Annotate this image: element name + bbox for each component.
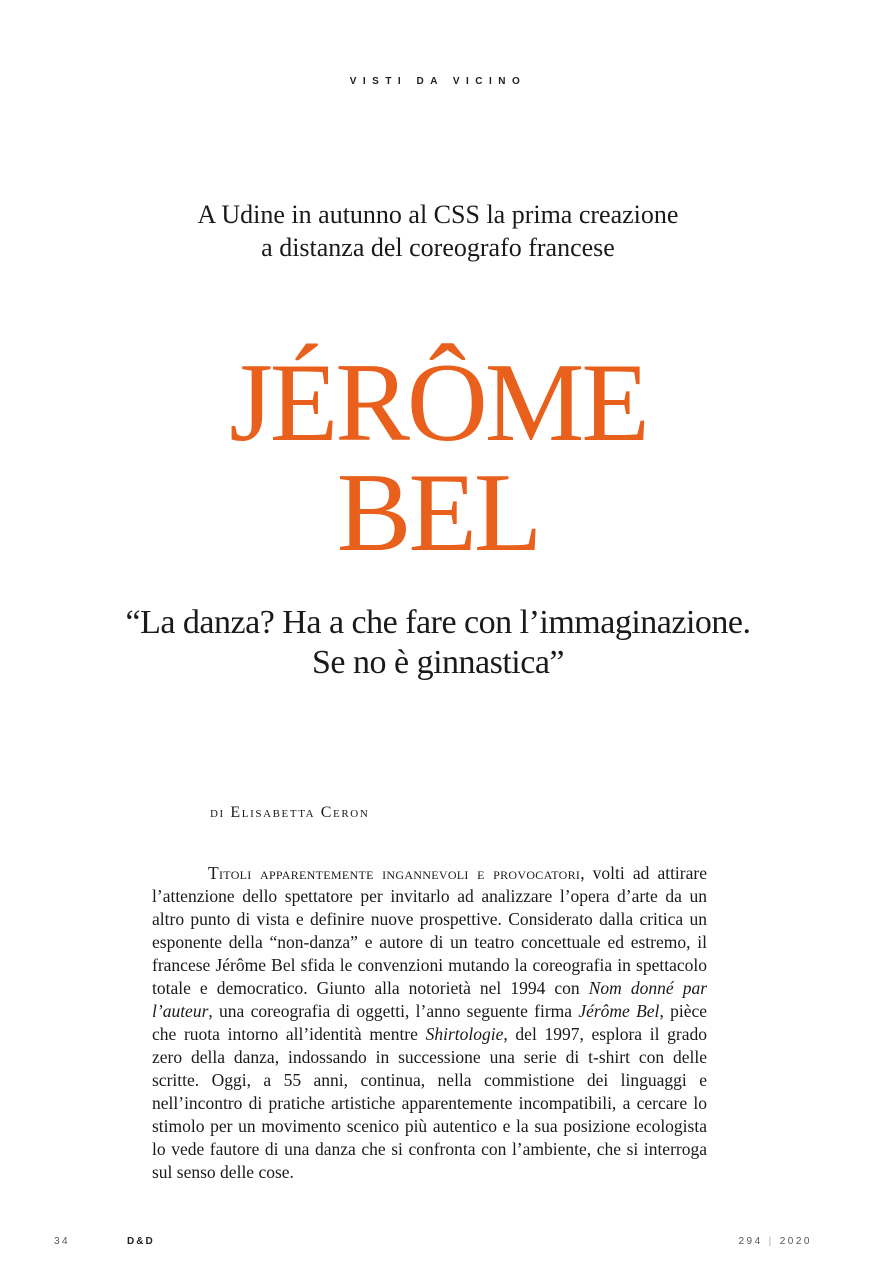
- body-italic-title-3: Shirtologie: [425, 1024, 504, 1044]
- issue-number: 294: [738, 1236, 763, 1247]
- subtitle-line-1: A Udine in autunno al CSS la prima creazione: [197, 200, 679, 229]
- body-segment-2: , una coreografia di oggetti, l’anno seguente firma: [208, 1001, 579, 1021]
- quote-line-1: “La danza? Ha a che fare con l’immaginazione.: [125, 604, 751, 641]
- body-segment-4: , del 1997, esplora il grado zero della danza, indossando in successione una serie di t-shirt con delle scritte. Oggi, a 55 anni, continua, nella commistione dei linguaggi e nell’incontro di pratiche artistiche apparentemente incompatibili, a cercare lo stimolo per un movimento scenico più autentico e la sua posizione ecologista lo vede fautore di una danza che si confronta con l’ambiente, che si interroga sul senso delle cose.: [152, 1024, 708, 1182]
- author-byline: di Elisabetta Ceron: [210, 804, 370, 821]
- body-segment-3: , pièce che ruota intorno all’identità mentre: [152, 1001, 708, 1044]
- body-lead-in: Titoli apparentemente ingannevoli e provocatori: [208, 863, 581, 883]
- subtitle-line-2: a distanza del coreografo francese: [261, 233, 615, 262]
- issue-info: [738, 1236, 812, 1247]
- headline: [0, 341, 876, 575]
- article-body: [152, 862, 707, 1184]
- headline-line-1: JÉRÔME: [229, 341, 647, 465]
- subtitle: [0, 198, 876, 264]
- body-segment-1: , volti ad attirare l’attenzione dello spettatore per invitarlo ad analizzare l’opera d’arte da un altro punto di vista e definire nuove prospettive. Considerato dalla critica un esponente della “non-danza” e autore di un teatro concettuale ed estremo, il francese Jérôme Bel sfida le convenzioni mutando la coreografia in spettacolo totale e democratico. Giunto alla notorietà nel 1994 con: [152, 863, 707, 998]
- issue-separator: |: [768, 1236, 774, 1247]
- section-label: VISTI DA VICINO: [349, 76, 527, 87]
- issue-year: 2020: [779, 1236, 812, 1247]
- headline-line-2: BEL: [336, 451, 540, 575]
- page-number: 34: [54, 1236, 71, 1247]
- body-italic-title-1: Nom donné par l’auteur: [152, 978, 708, 1021]
- magazine-brand: D&D: [127, 1236, 155, 1247]
- pull-quote: [0, 603, 876, 683]
- body-italic-title-2: Jérôme Bel: [578, 1001, 660, 1021]
- quote-line-2: Se no è ginnastica”: [311, 644, 565, 681]
